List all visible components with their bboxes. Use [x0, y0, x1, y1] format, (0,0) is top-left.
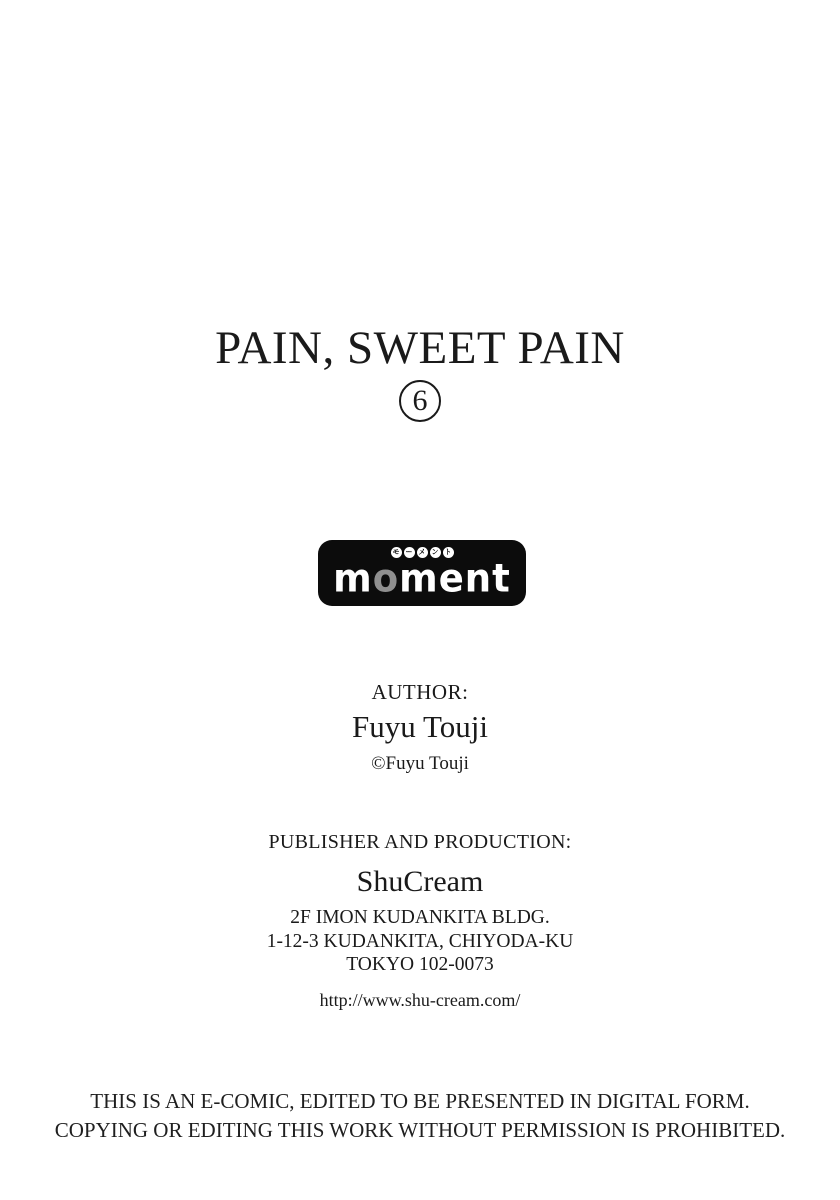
disclaimer-line: COPYING OR EDITING THIS WORK WITHOUT PERMISSION IS PROHIBITED. — [54, 1118, 786, 1142]
author-name: Fuyu Touji — [352, 709, 488, 744]
wordmark-part: m — [333, 555, 373, 602]
publisher-heading: PUBLISHER AND PRODUCTION: — [268, 831, 572, 853]
volume-number-badge — [399, 380, 441, 422]
address-line: 1-12-3 KUDANKITA, CHIYODA-KU — [266, 930, 574, 952]
comic-title: PAIN, SWEET PAIN — [215, 322, 625, 374]
wordmark-gray-o: o — [372, 555, 400, 602]
publisher-address — [0, 906, 840, 977]
address-line: TOKYO 102-0073 — [346, 954, 494, 975]
moment-logo-wordmark — [333, 557, 511, 601]
moment-logo — [318, 540, 526, 606]
wordmark-part: ment — [399, 555, 511, 602]
author-heading: AUTHOR: — [371, 680, 469, 704]
volume-number: 6 — [412, 384, 428, 417]
katakana-circle: モ — [392, 548, 400, 556]
katakana-circle: メ — [418, 548, 426, 556]
address-line: 2F IMON KUDANKITA BLDG. — [290, 907, 550, 928]
katakana-circle: ト — [444, 548, 452, 556]
katakana-circle: ー — [405, 548, 413, 556]
author-copyright: ©Fuyu Touji — [371, 753, 469, 774]
katakana-circle: ン — [431, 548, 439, 556]
copyright-disclaimer — [0, 1087, 840, 1145]
publisher-name: ShuCream — [356, 865, 484, 898]
publisher-website-url: http://www.shu-cream.com/ — [319, 990, 521, 1010]
disclaimer-line: THIS IS AN E-COMIC, EDITED TO BE PRESENTED IN DIGITAL FORM. — [90, 1089, 750, 1113]
